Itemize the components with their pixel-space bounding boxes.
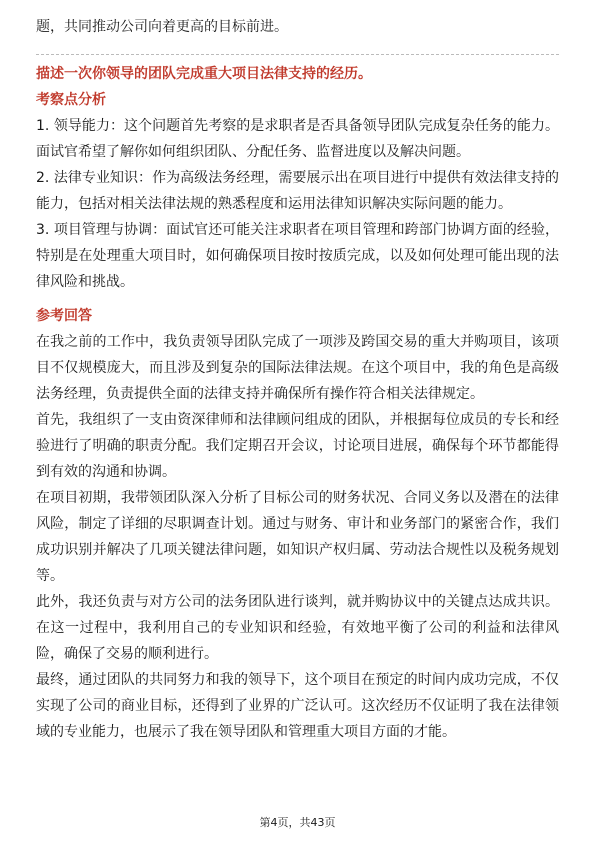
intro-continuation: 题，共同推动公司向着更高的目标前进。 xyxy=(36,19,288,35)
answer-paragraph: 在我之前的工作中，我负责领导团队完成了一项涉及跨国交易的重大并购项目，该项目不仅规模庞大，而且涉及到复杂的国际法律法规。在这个项目中，我的角色是高级法务经理，负责提供全面的法律支持并确保所有操作符合相关法律规定。 xyxy=(36,334,559,402)
question-title: 描述一次你领导的团队完成重大项目法律支持的经历。 xyxy=(36,66,372,82)
answer-heading: 参考回答 xyxy=(36,308,92,324)
analysis-item: 2. 法律专业知识：作为高级法务经理，需要展示出在项目进行中提供有效法律支持的能力，包括对相关法律法规的熟悉程度和运用法律知识解决实际问题的能力。 xyxy=(36,170,559,212)
answer-paragraph: 首先，我组织了一支由资深律师和法律顾问组成的团队，并根据每位成员的专长和经验进行了明确的职责分配。我们定期召开会议，讨论项目进展，确保每个环节都能得到有效的沟通和协调。 xyxy=(36,412,559,480)
page-number: 第4页，共43页 xyxy=(259,816,336,829)
analysis-item: 3. 项目管理与协调：面试官还可能关注求职者在项目管理和跨部门协调方面的经验，特别是在处理重大项目时，如何确保项目按时按质完成，以及如何处理可能出现的法律风险和挑战。 xyxy=(36,222,559,290)
answer-paragraph: 在项目初期，我带领团队深入分析了目标公司的财务状况、合同义务以及潜在的法律风险，制定了详细的尽职调查计划。通过与财务、审计和业务部门的紧密合作，我们成功识别并解决了几项关键法律问题，如知识产权归属、劳动法合规性以及税务规划等。 xyxy=(36,490,559,584)
section-divider xyxy=(36,54,559,55)
analysis-heading: 考察点分析 xyxy=(36,92,106,108)
analysis-item: 1. 领导能力：这个问题首先考察的是求职者是否具备领导团队完成复杂任务的能力。面试官希望了解你如何组织团队、分配任务、监督进度以及解决问题。 xyxy=(36,118,559,160)
answer-paragraph: 此外，我还负责与对方公司的法务团队进行谈判，就并购协议中的关键点达成共识。在这一过程中，我利用自己的专业知识和经验，有效地平衡了公司的利益和法律风险，确保了交易的顺利进行。 xyxy=(36,594,559,662)
page-content xyxy=(36,14,559,745)
answer-paragraph: 最终，通过团队的共同努力和我的领导下，这个项目在预定的时间内成功完成，不仅实现了公司的商业目标，还得到了业界的广泛认可。这次经历不仅证明了我在法律领域的专业能力，也展示了我在领导团队和管理重大项目方面的才能。 xyxy=(36,672,559,740)
